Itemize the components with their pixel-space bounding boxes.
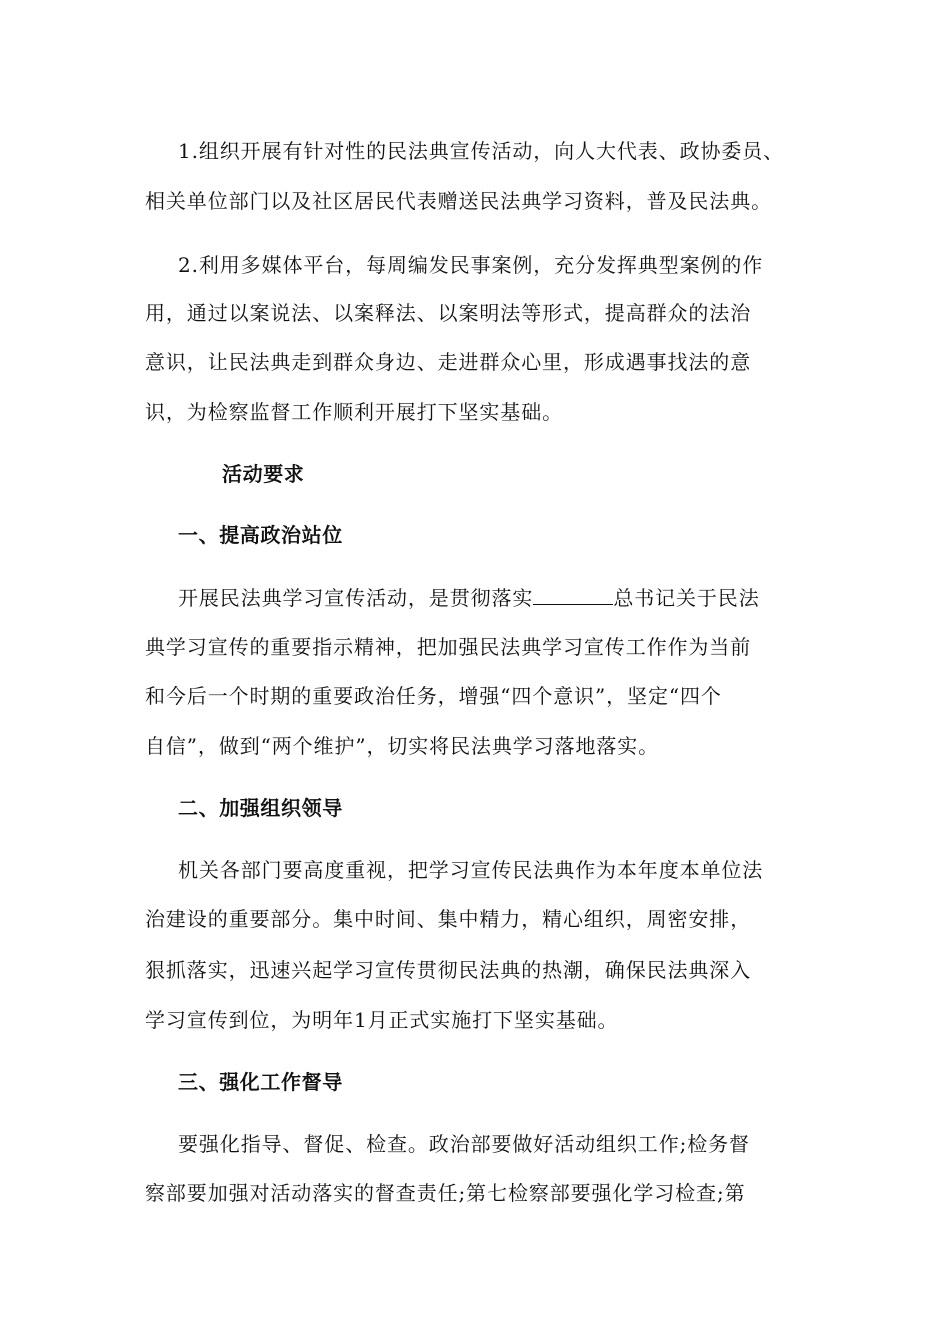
section3-heading: 三、强化工作督导 <box>178 1070 343 1094</box>
section3-line2: 察部要加强对活动落实的督查责任;第七检察部要强化学习检查;第 <box>145 1181 746 1205</box>
section1-line1-post: 总书记关于民法 <box>613 586 760 610</box>
item1-line1: 1.组织开展有针对性的民法典宣传活动，向人大代表、政协委员、 <box>178 139 785 163</box>
item2-line1: 2.利用多媒体平台，每周编发民事案例，充分发挥典型案例的作 <box>178 253 764 277</box>
section2-line3: 狠抓落实，迅速兴起学习宣传贯彻民法典的热潮，确保民法典深入 <box>145 958 752 982</box>
item2-line3: 意识，让民法典走到群众身边、走进群众心里，形成遇事找法的意 <box>145 350 752 374</box>
requirements-title: 活动要求 <box>222 462 305 486</box>
section1-line3: 和今后一个时期的重要政治任务，增强“四个意识”，坚定“四个 <box>145 684 722 708</box>
section2-line4: 学习宣传到位，为明年1月正式实施打下坚实基础。 <box>145 1008 619 1032</box>
section1-line1-pre: 开展民法典学习宣传活动，是贯彻落实 <box>178 586 534 610</box>
section2-line1: 机关各部门要高度重视，把学习宣传民法典作为本年度本单位法 <box>178 858 764 882</box>
section1-line2: 典学习宣传的重要指示精神，把加强民法典学习宣传工作作为当前 <box>145 635 752 659</box>
section2-line2: 治建设的重要部分。集中时间、集中精力，精心组织，周密安排， <box>145 907 752 931</box>
item1-line2: 相关单位部门以及社区居民代表赠送民法典学习资料，普及民法典。 <box>145 189 772 213</box>
section1-line4: 自信”，做到“两个维护”，切实将民法典学习落地落实。 <box>145 734 660 758</box>
section1-heading: 一、提高政治站位 <box>178 523 343 547</box>
name-blank <box>533 584 613 605</box>
section1-line1 <box>178 583 843 613</box>
section2-heading: 二、加强组织领导 <box>178 796 343 820</box>
item2-line4: 识，为检察监督工作顺利开展打下坚实基础。 <box>145 400 563 424</box>
item2-line2: 用，通过以案说法、以案释法、以案明法等形式，提高群众的法治 <box>145 301 752 325</box>
section3-line1: 要强化指导、督促、检查。政治部要做好活动组织工作;检务督 <box>178 1132 750 1156</box>
